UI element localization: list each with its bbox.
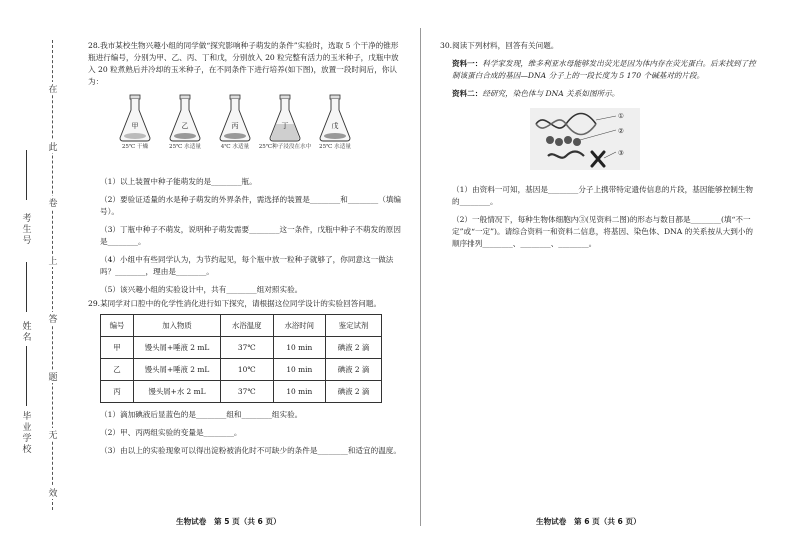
table-row: [101, 359, 382, 381]
name-label: 姓名: [22, 322, 32, 343]
flask: [218, 94, 252, 151]
q28-sub-5: （5）该兴趣小组的实验设计中，共有________组对照实验。: [100, 285, 303, 294]
q30-sub-2: （2）一般情况下，每种生物体细胞内③(见资料二图)的形态与数目都是________(填“不一定”或“一定”)。请综合资料一和资料二信息，将基因、染色体、DNA 的关系按从大到小的顺序排列________、________、________。: [452, 215, 754, 248]
q29-sub-3: （3）由以上的实验现象可以得出淀粉被消化时不可缺少的条件是________和适宜的温度。: [100, 446, 401, 455]
q29-sub-1: （1）滴加碘液后显蓝色的是________组和________组实验。: [100, 410, 303, 419]
flask-label: 乙: [181, 122, 189, 130]
table-cell: 甲: [101, 337, 134, 359]
material-2-title: 资料二：: [452, 89, 483, 98]
warning-char: 卷: [47, 196, 59, 209]
exam-number-line[interactable]: [26, 150, 27, 200]
flask-label: 丙: [231, 122, 239, 130]
binding-margin: [0, 0, 88, 560]
page-footer-right: 生物试卷 第 6 页（共 6 页）: [536, 517, 641, 526]
material-2-text: 经研究，染色体与 DNA 关系如图所示。: [482, 89, 620, 98]
table-cell: 丙: [101, 381, 134, 403]
flask-icon: [318, 94, 352, 142]
table-cell: 馒头屑+唾液 2 mL: [134, 337, 221, 359]
question-28: [88, 40, 406, 296]
q28-sub-1: （1）以上装置中种子能萌发的是________瓶。: [100, 177, 257, 186]
page-divider: [420, 28, 421, 526]
table-row: [101, 337, 382, 359]
table-cell: 10 min: [273, 337, 326, 359]
table-header: 水浴温度: [221, 315, 274, 337]
flask-icon: [268, 94, 302, 142]
table-cell: 10 min: [273, 381, 326, 403]
q28-sub-3: （3）丁瓶中种子不萌发，说明种子萌发需要________这一条件，戊瓶中种子不萌发的原因是________。: [100, 225, 401, 246]
warning-char: 效: [47, 486, 59, 499]
question-28-stem: 28.我市某校生物兴趣小组的同学做“探究影响种子萌发的条件”实验时，选取 5 个干净的锥形瓶进行编号，分别为甲、乙、丙、丁和戊，分别放入 20 粒完整有活力的玉米种子，戊瓶中放入 20 粒煮熟后并冷却的玉米种子，在不同条件下进行培养(如下图)，放置一段时间后，你认为：: [88, 41, 399, 86]
table-cell: 碘液 2 滴: [326, 381, 382, 403]
flask: [318, 94, 352, 151]
school-line[interactable]: [26, 346, 27, 406]
table-cell: 10 min: [273, 359, 326, 381]
flask: [118, 94, 152, 151]
school-label: 毕业学校: [22, 412, 32, 455]
flask-caption: 25℃ 干燥: [121, 144, 149, 150]
material-1: [440, 58, 760, 82]
warning-char: 在: [47, 82, 59, 95]
experiment-table: [100, 314, 382, 403]
flask-icon: [218, 94, 252, 142]
question-30: [440, 40, 760, 250]
flask-icon: [118, 94, 152, 142]
material-2: [440, 88, 760, 100]
q28-sub-2: （2）要验证适量的水是种子萌发的外界条件，需选择的装置是________和________（填编号）。: [100, 195, 401, 216]
flask-label: 丁: [281, 122, 289, 130]
page-5: [88, 40, 406, 457]
figure-mark-1: ①: [618, 112, 624, 120]
material-1-title: 资料一：: [452, 59, 483, 68]
flask-caption: 25℃种子浸没在水中: [258, 144, 312, 150]
q30-sub-1: （1）由资料一可知，基因是________分子上携带特定遗传信息的片段，基因能够控制生物的________。: [452, 185, 753, 206]
flask-caption: 25℃ 水适量: [169, 144, 201, 150]
flask-label: 戊: [331, 122, 339, 130]
table-cell: 馒头屑+唾液 2 mL: [134, 359, 221, 381]
material-1-text: 科学家发现，维多利亚水母能够发出荧光是因为体内存在荧光蛋白。后来找到了控制该蛋白合成的基因—DNA 分子上的一段长度为 5 170 个碱基对的片段。: [452, 59, 756, 80]
warning-char: 题: [47, 370, 59, 383]
flask-caption: 25℃ 水适量: [319, 144, 351, 150]
chromosome-dna-figure: [530, 108, 640, 170]
table-cell: 37℃: [221, 381, 274, 403]
flask-icon: [168, 94, 202, 142]
table-cell: 碘液 2 滴: [326, 359, 382, 381]
question-29: [88, 298, 406, 457]
question-29-stem: 29.某同学对口腔中的化学性消化进行如下探究，请根据这位同学设计的实验回答问题。: [88, 299, 382, 308]
table-cell: 37℃: [221, 337, 274, 359]
figure-mark-2: ②: [618, 127, 624, 135]
table-cell: 馒头屑+水 2 mL: [134, 381, 221, 403]
flask: [168, 94, 202, 151]
table-header-row: [101, 315, 382, 337]
flask: [258, 94, 312, 151]
table-row: [101, 381, 382, 403]
figure-mark-3: ③: [618, 149, 624, 157]
q28-sub-4: （4）小组中有些同学认为，为节约起见，每个瓶中放一粒种子就够了，你同意这一做法吗？________，理由是________。: [100, 255, 394, 276]
question-30-stem: 30.阅读下列材料，回答有关问题。: [440, 41, 559, 50]
table-cell: 乙: [101, 359, 134, 381]
q29-sub-2: （2）甲、丙两组实验的变量是________。: [100, 428, 242, 437]
table-cell: 碘液 2 滴: [326, 337, 382, 359]
warning-char: 上: [47, 254, 59, 267]
flask-label: 甲: [131, 122, 139, 130]
warning-char: 无: [47, 428, 59, 441]
table-cell: 10℃: [221, 359, 274, 381]
table-header: 水浴时间: [273, 315, 326, 337]
table-header: 加入物质: [134, 315, 221, 337]
warning-char: 此: [47, 140, 59, 153]
table-header: 编号: [101, 315, 134, 337]
flask-caption: 4℃ 水适量: [220, 144, 250, 150]
exam-number-label: 考生号: [22, 214, 32, 246]
page-footer-left: 生物试卷 第 5 页（共 6 页）: [176, 517, 281, 526]
flask-figure: [118, 94, 406, 170]
table-header: 鉴定试剂: [326, 315, 382, 337]
name-line[interactable]: [26, 262, 27, 312]
warning-char: 答: [47, 312, 59, 325]
page-6: [440, 40, 760, 250]
